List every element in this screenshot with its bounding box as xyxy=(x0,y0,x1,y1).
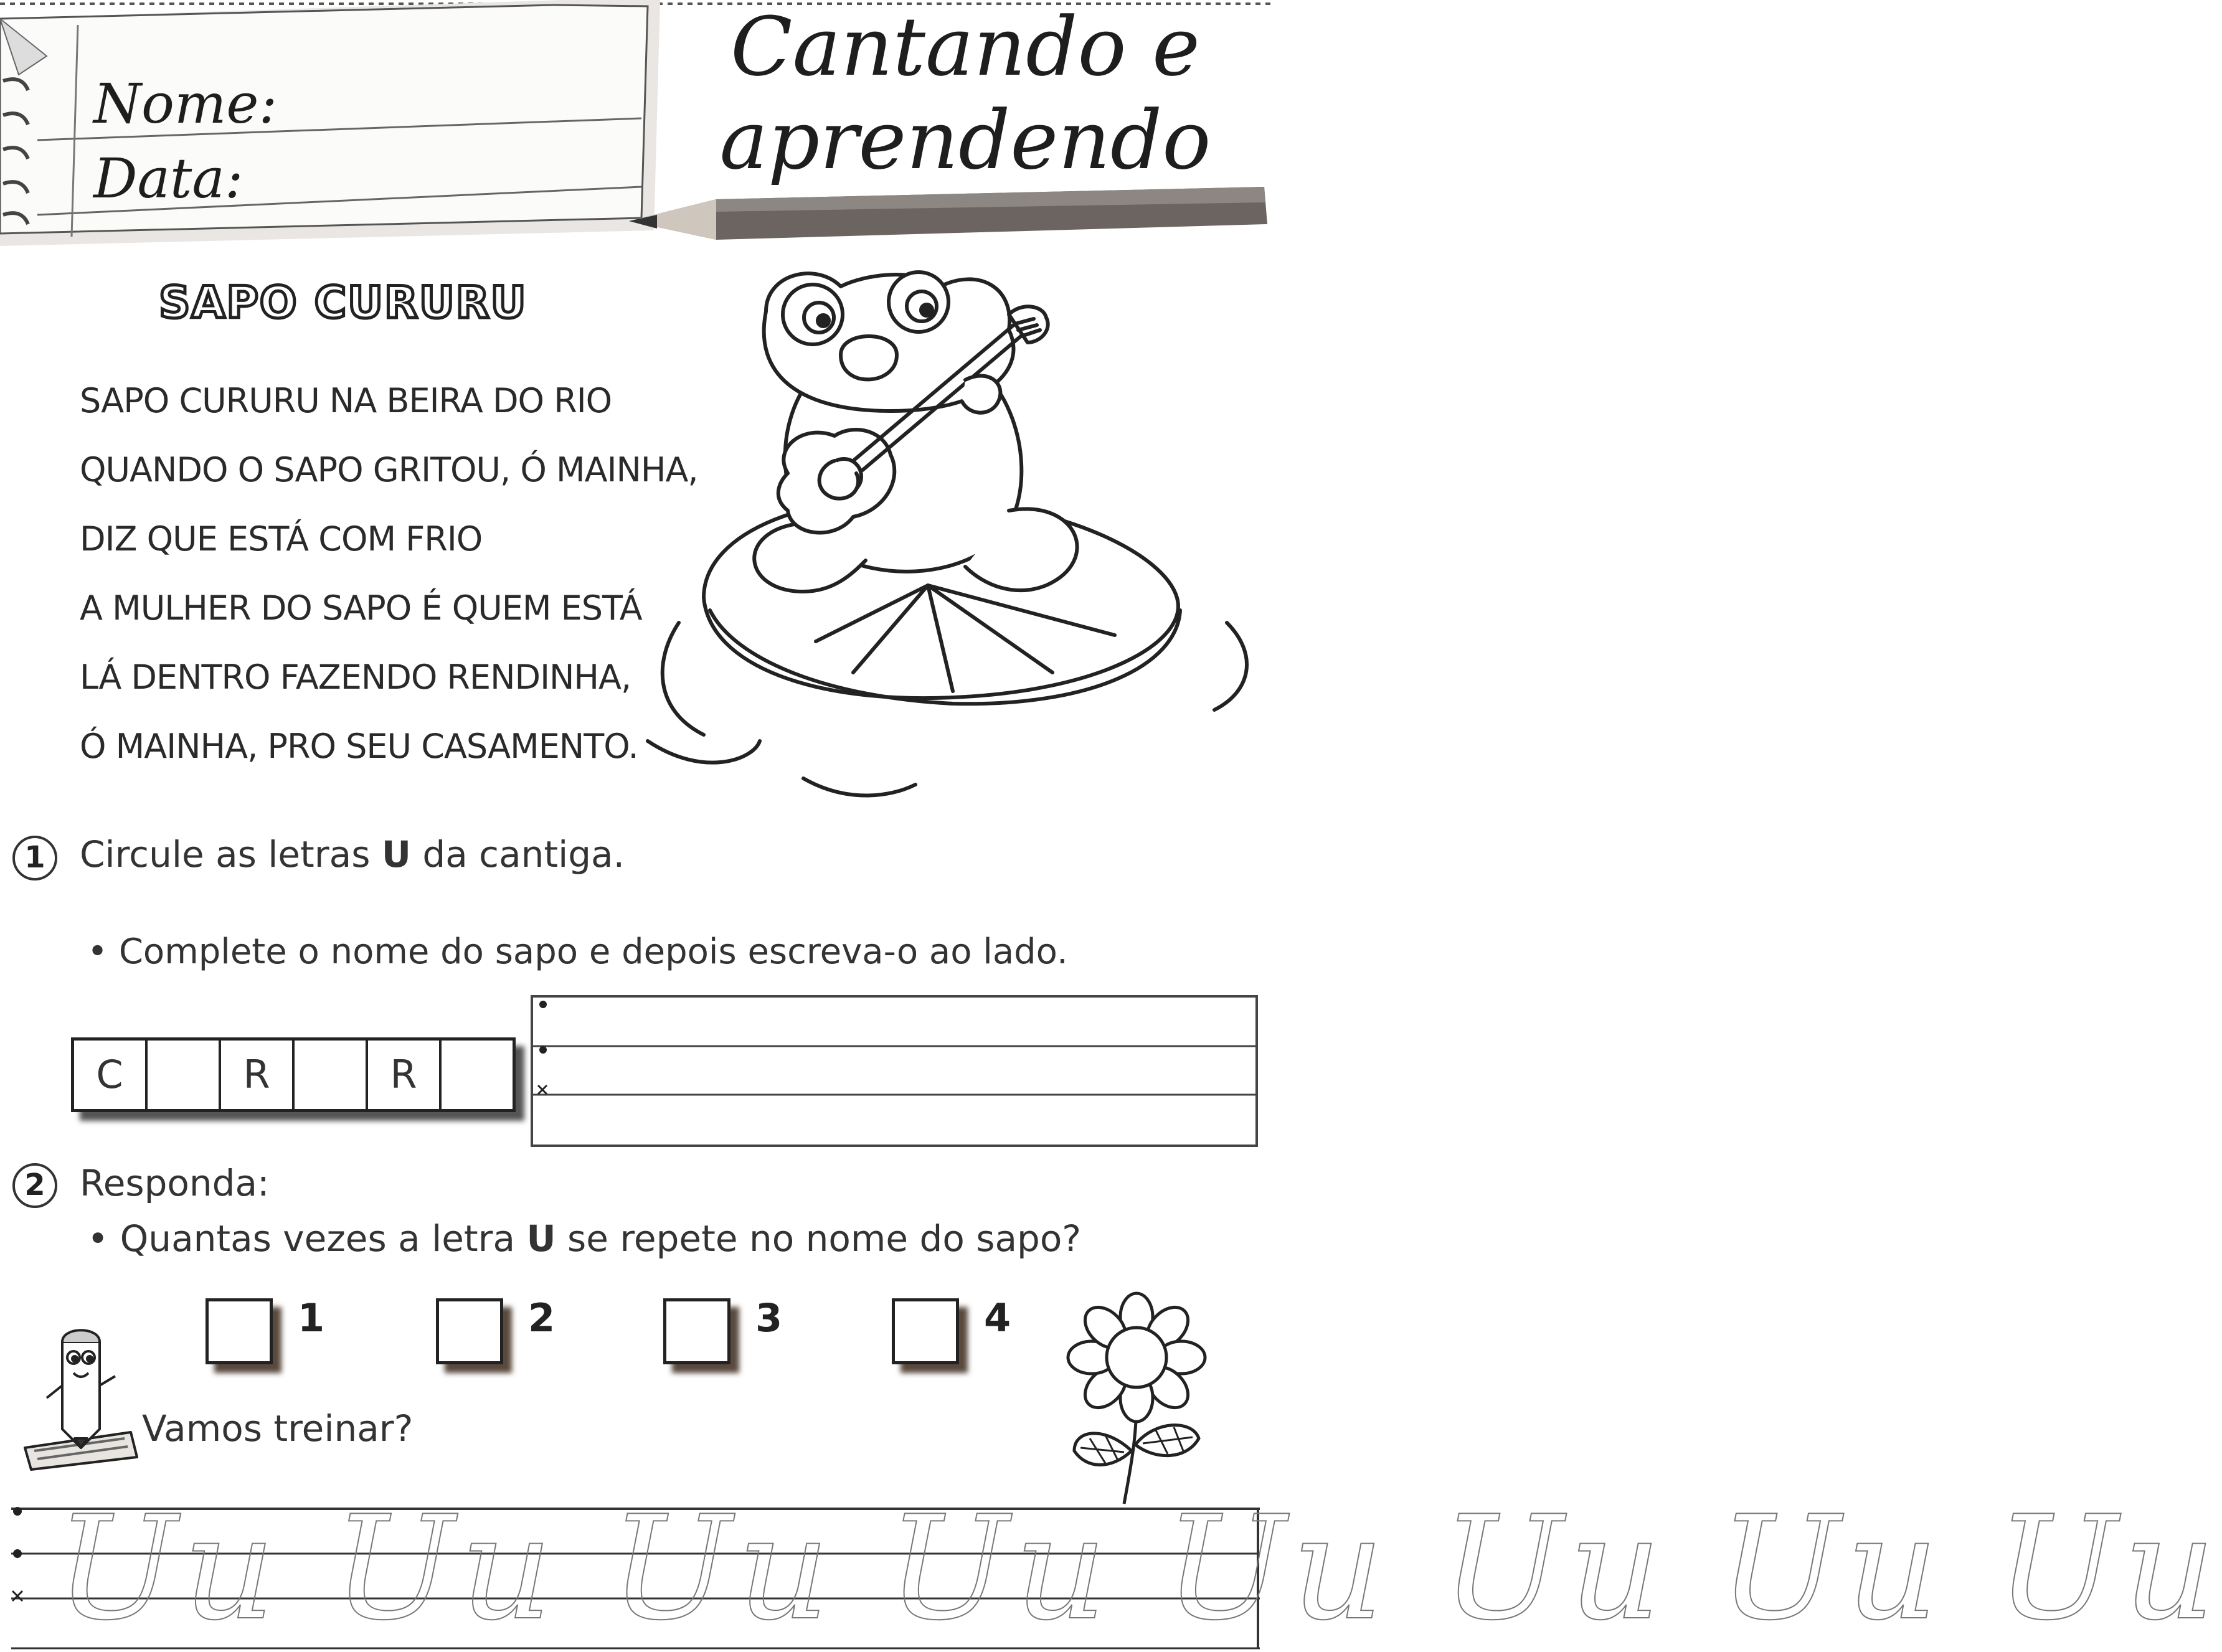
song-line: Ó MAINHA, PRO SEU CASAMENTO. xyxy=(80,727,638,766)
answer-label: 1 xyxy=(298,1295,325,1341)
question-1-subtask: • Complete o nome do sapo e depois escreva-o ao lado. xyxy=(87,932,1068,972)
answer-checkbox-1[interactable] xyxy=(206,1298,273,1364)
song-line: DIZ QUE ESTÁ COM FRIO xyxy=(80,519,483,559)
question-1-letter: U xyxy=(381,833,411,876)
bullet-dot: • xyxy=(87,1217,120,1260)
practice-label: Vamos treinar? xyxy=(142,1407,414,1450)
frog-with-guitar-illustration xyxy=(629,262,1270,809)
answer-label: 2 xyxy=(528,1295,556,1341)
date-label: Data: xyxy=(93,146,243,210)
letter-boxes xyxy=(71,1037,516,1112)
question-2-text: Responda: xyxy=(80,1162,270,1204)
answer-checkbox-2[interactable] xyxy=(436,1298,503,1364)
song-line: QUANDO O SAPO GRITOU, Ó MAINHA, xyxy=(80,450,698,489)
song-title: SAPO CURURU xyxy=(159,277,527,328)
question-number: 2 xyxy=(12,1163,57,1208)
flower-illustration xyxy=(1062,1289,1211,1504)
letter-box-blank[interactable] xyxy=(295,1041,368,1109)
writing-lines-box[interactable] xyxy=(531,995,1259,1148)
question-2-text-end: se repete no nome do sapo? xyxy=(556,1217,1082,1260)
letter-box-blank[interactable] xyxy=(148,1041,221,1109)
pencil-icon xyxy=(629,177,1270,249)
song-line: LÁ DENTRO FAZENDO RENDINHA, xyxy=(80,658,631,697)
question-number: 1 xyxy=(12,836,57,880)
answer-checkbox-4[interactable] xyxy=(892,1298,959,1364)
question-2-text-start: Quantas vezes a letra xyxy=(120,1217,527,1260)
page-title-line2: aprendendo xyxy=(719,93,1211,187)
question-1-text xyxy=(80,833,625,876)
song-line: A MULHER DO SAPO É QUEM ESTÁ xyxy=(80,588,642,628)
answer-label: 3 xyxy=(755,1295,783,1341)
name-label: Nome: xyxy=(93,72,278,136)
tracing-letters: Uu Uu Uu Uu Uu Uu Uu Uu xyxy=(56,1486,2222,1652)
question-1-text-end: da cantiga. xyxy=(410,833,625,876)
letter-box: R xyxy=(221,1041,295,1109)
question-2-subtask xyxy=(87,1217,1081,1260)
letter-box-blank[interactable] xyxy=(442,1041,513,1109)
question-2-letter: U xyxy=(526,1217,556,1260)
letter-box: C xyxy=(74,1041,148,1109)
pencil-mascot-icon xyxy=(12,1323,146,1473)
letter-box: R xyxy=(368,1041,442,1109)
answer-label: 4 xyxy=(984,1295,1011,1341)
question-1-text-start: Circule as letras xyxy=(80,833,382,876)
page-title-line1: Cantando e xyxy=(730,0,1200,94)
answer-checkbox-3[interactable] xyxy=(663,1298,730,1364)
song-line: SAPO CURURU NA BEIRA DO RIO xyxy=(80,381,612,420)
